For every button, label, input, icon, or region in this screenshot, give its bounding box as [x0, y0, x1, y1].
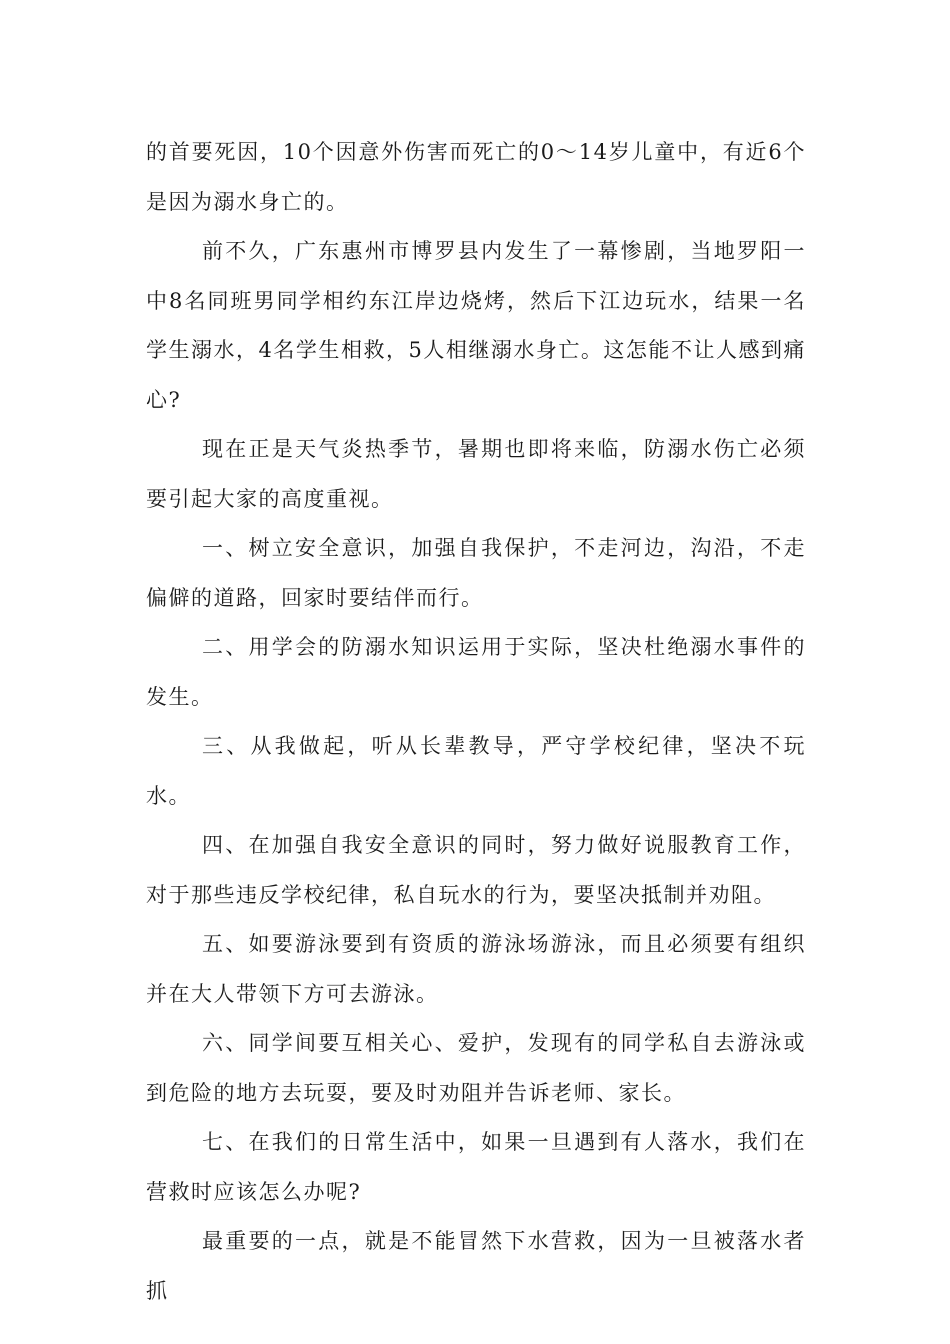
paragraph-11: 最重要的一点，就是不能冒然下水营救，因为一旦被落水者抓 — [146, 1229, 806, 1303]
paragraph-7: 四、在加强自我安全意识的同时，努力做好说服教育工作，对于那些违反学校纪律，私自玩水的行为，要坚决抵制并劝阻。 — [146, 833, 806, 907]
body-text — [146, 128, 806, 1316]
paragraph-9: 六、同学间要互相关心、爱护，发现有的同学私自去游泳或到危险的地方去玩耍，要及时劝阻并告诉老师、家长。 — [146, 1031, 806, 1105]
paragraph-8: 五、如要游泳要到有资质的游泳场游泳，而且必须要有组织并在大人带领下方可去游泳。 — [146, 932, 806, 1006]
paragraph-5: 二、用学会的防溺水知识运用于实际，坚决杜绝溺水事件的发生。 — [146, 635, 806, 709]
paragraph-2: 前不久，广东惠州市博罗县内发生了一幕惨剧，当地罗阳一中8名同班男同学相约东江岸边烧烤，然后下江边玩水，结果一名学生溺水，4名学生相救，5人相继溺水身亡。这怎能不让人感到痛心? — [146, 239, 806, 412]
paragraph-4: 一、树立安全意识，加强自我保护，不走河边，沟沿，不走偏僻的道路，回家时要结伴而行。 — [146, 536, 806, 610]
paragraph-1: 的首要死因，10个因意外伤害而死亡的0～14岁儿童中，有近6个是因为溺水身亡的。 — [146, 140, 806, 214]
paragraph-3: 现在正是天气炎热季节，暑期也即将来临，防溺水伤亡必须要引起大家的高度重视。 — [146, 437, 806, 511]
paragraph-6: 三、从我做起，听从长辈教导，严守学校纪律，坚决不玩水。 — [146, 734, 806, 808]
paragraph-10: 七、在我们的日常生活中，如果一旦遇到有人落水，我们在营救时应该怎么办呢? — [146, 1130, 806, 1204]
